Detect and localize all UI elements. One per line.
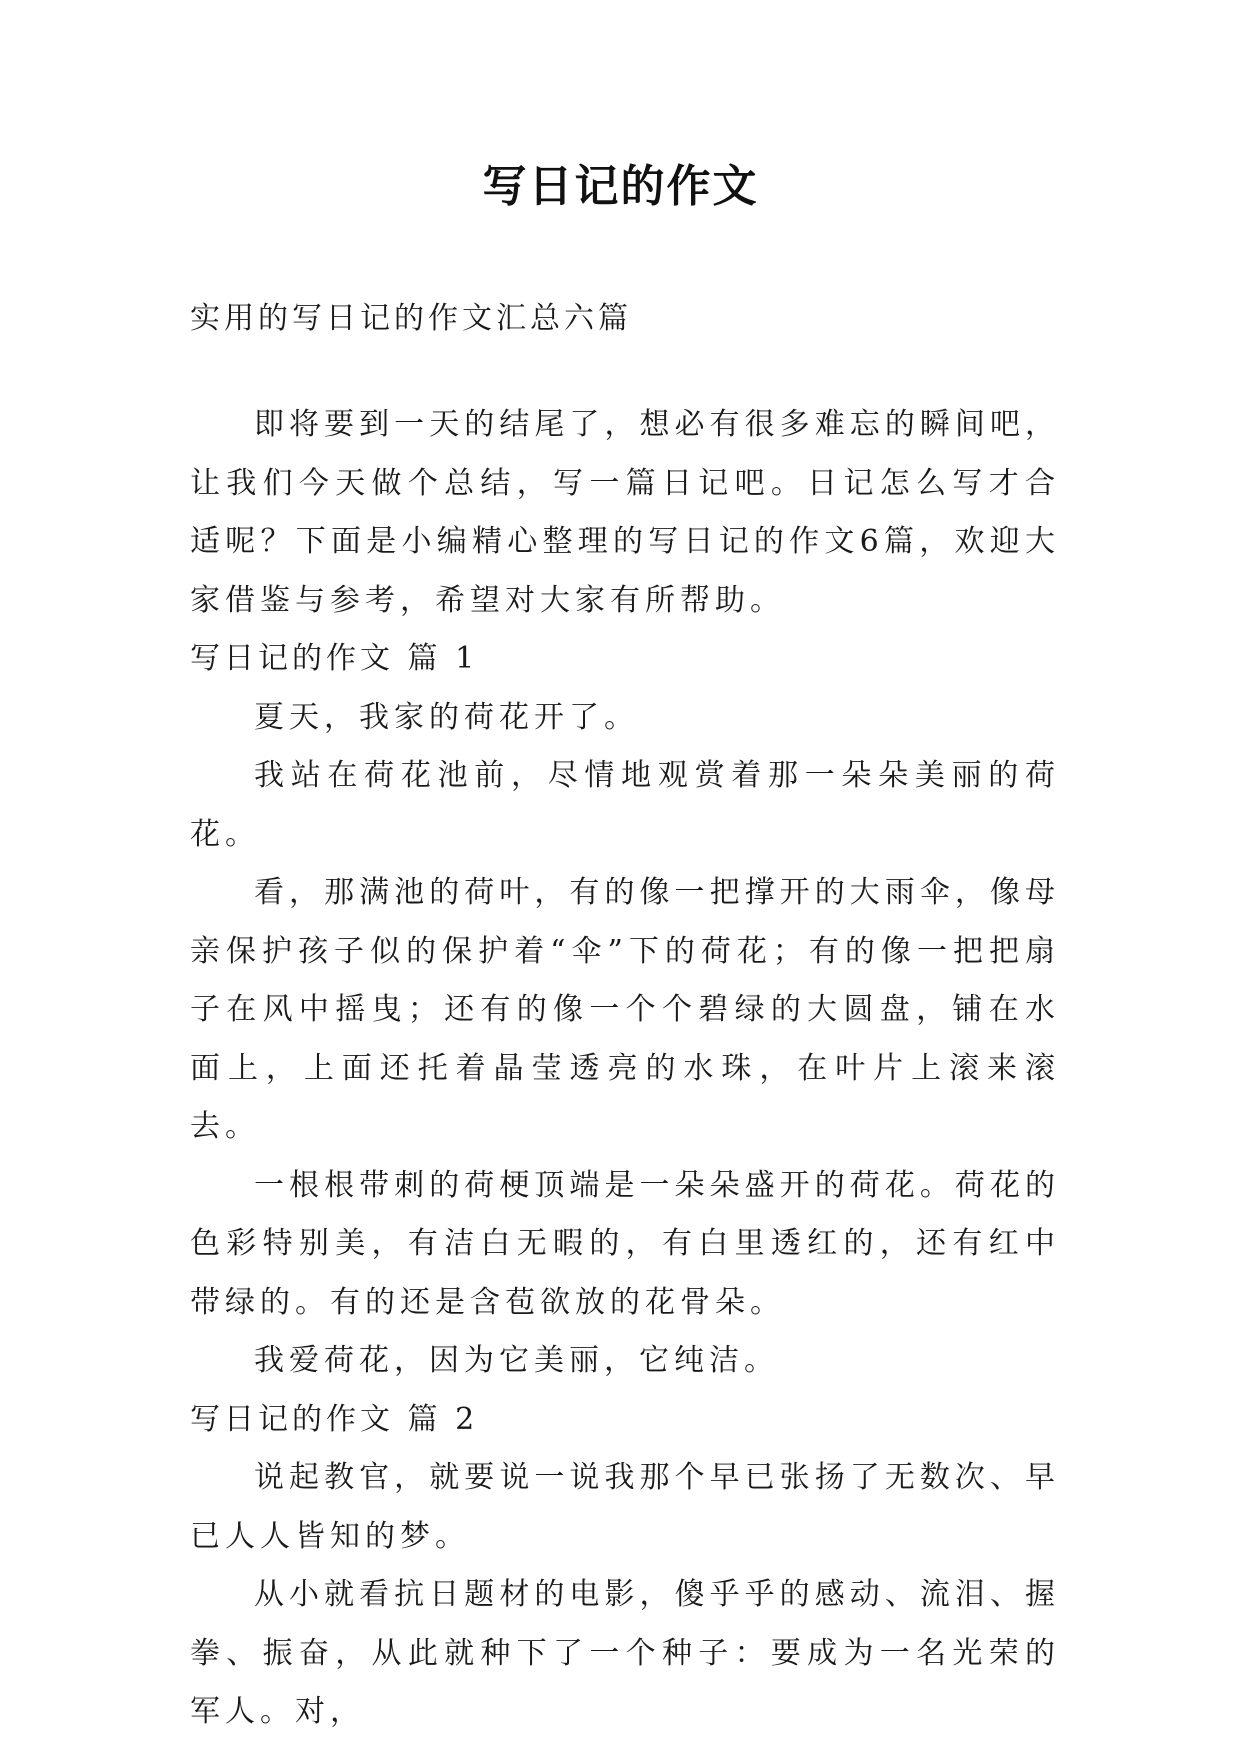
section-heading-2: 写日记的作文 篇 2: [190, 1401, 479, 1437]
paragraph: 一根根带刺的荷梗顶端是一朵朵盛开的荷花。荷花的色彩特别美，有洁白无暇的，有白里透红的，还有红中带绿的。有的还是含苞欲放的花骨朵。: [190, 1167, 1060, 1320]
document-body: [190, 290, 1060, 1742]
document-title: 写日记的作文: [482, 161, 759, 212]
paragraph: 从小就看抗日题材的电影，傻乎乎的感动、流泪、握拳、振奋，从此就种下了一个种子：要成为一名光荣的军人。对，: [190, 1577, 1060, 1729]
paragraph: 我站在荷花池前，尽情地观赏着那一朵朵美丽的荷花。: [190, 758, 1060, 852]
section-heading-1: 写日记的作文 篇 1: [190, 641, 479, 676]
paragraph: 看，那满池的荷叶，有的像一把撑开的大雨伞，像母亲保护孩子似的保护着“伞”下的荷花；有的像一把把扇子在风中摇曳；还有的像一个个碧绿的大圆盘，铺在水面上，上面还托着晶莹透亮的水珠，在叶片上滚来滚去。: [190, 875, 1060, 1144]
document-subtitle: 实用的写日记的作文汇总六篇: [190, 301, 632, 336]
paragraph: 我爱荷花，因为它美丽，它纯洁。: [254, 1343, 779, 1378]
paragraph: 夏天，我家的荷花开了。: [254, 699, 639, 735]
intro-paragraph: 即将要到一天的结尾了，想必有很多难忘的瞬间吧，让我们今天做个总结，写一篇日记吧。日记怎么写才合适呢？下面是小编精心整理的写日记的作文6篇，欢迎大家借鉴与参考，希望对大家有所帮助。: [190, 407, 1060, 618]
paragraph: 说起教官，就要说一说我那个早已张扬了无数次、早已人人皆知的梦。: [190, 1460, 1060, 1554]
